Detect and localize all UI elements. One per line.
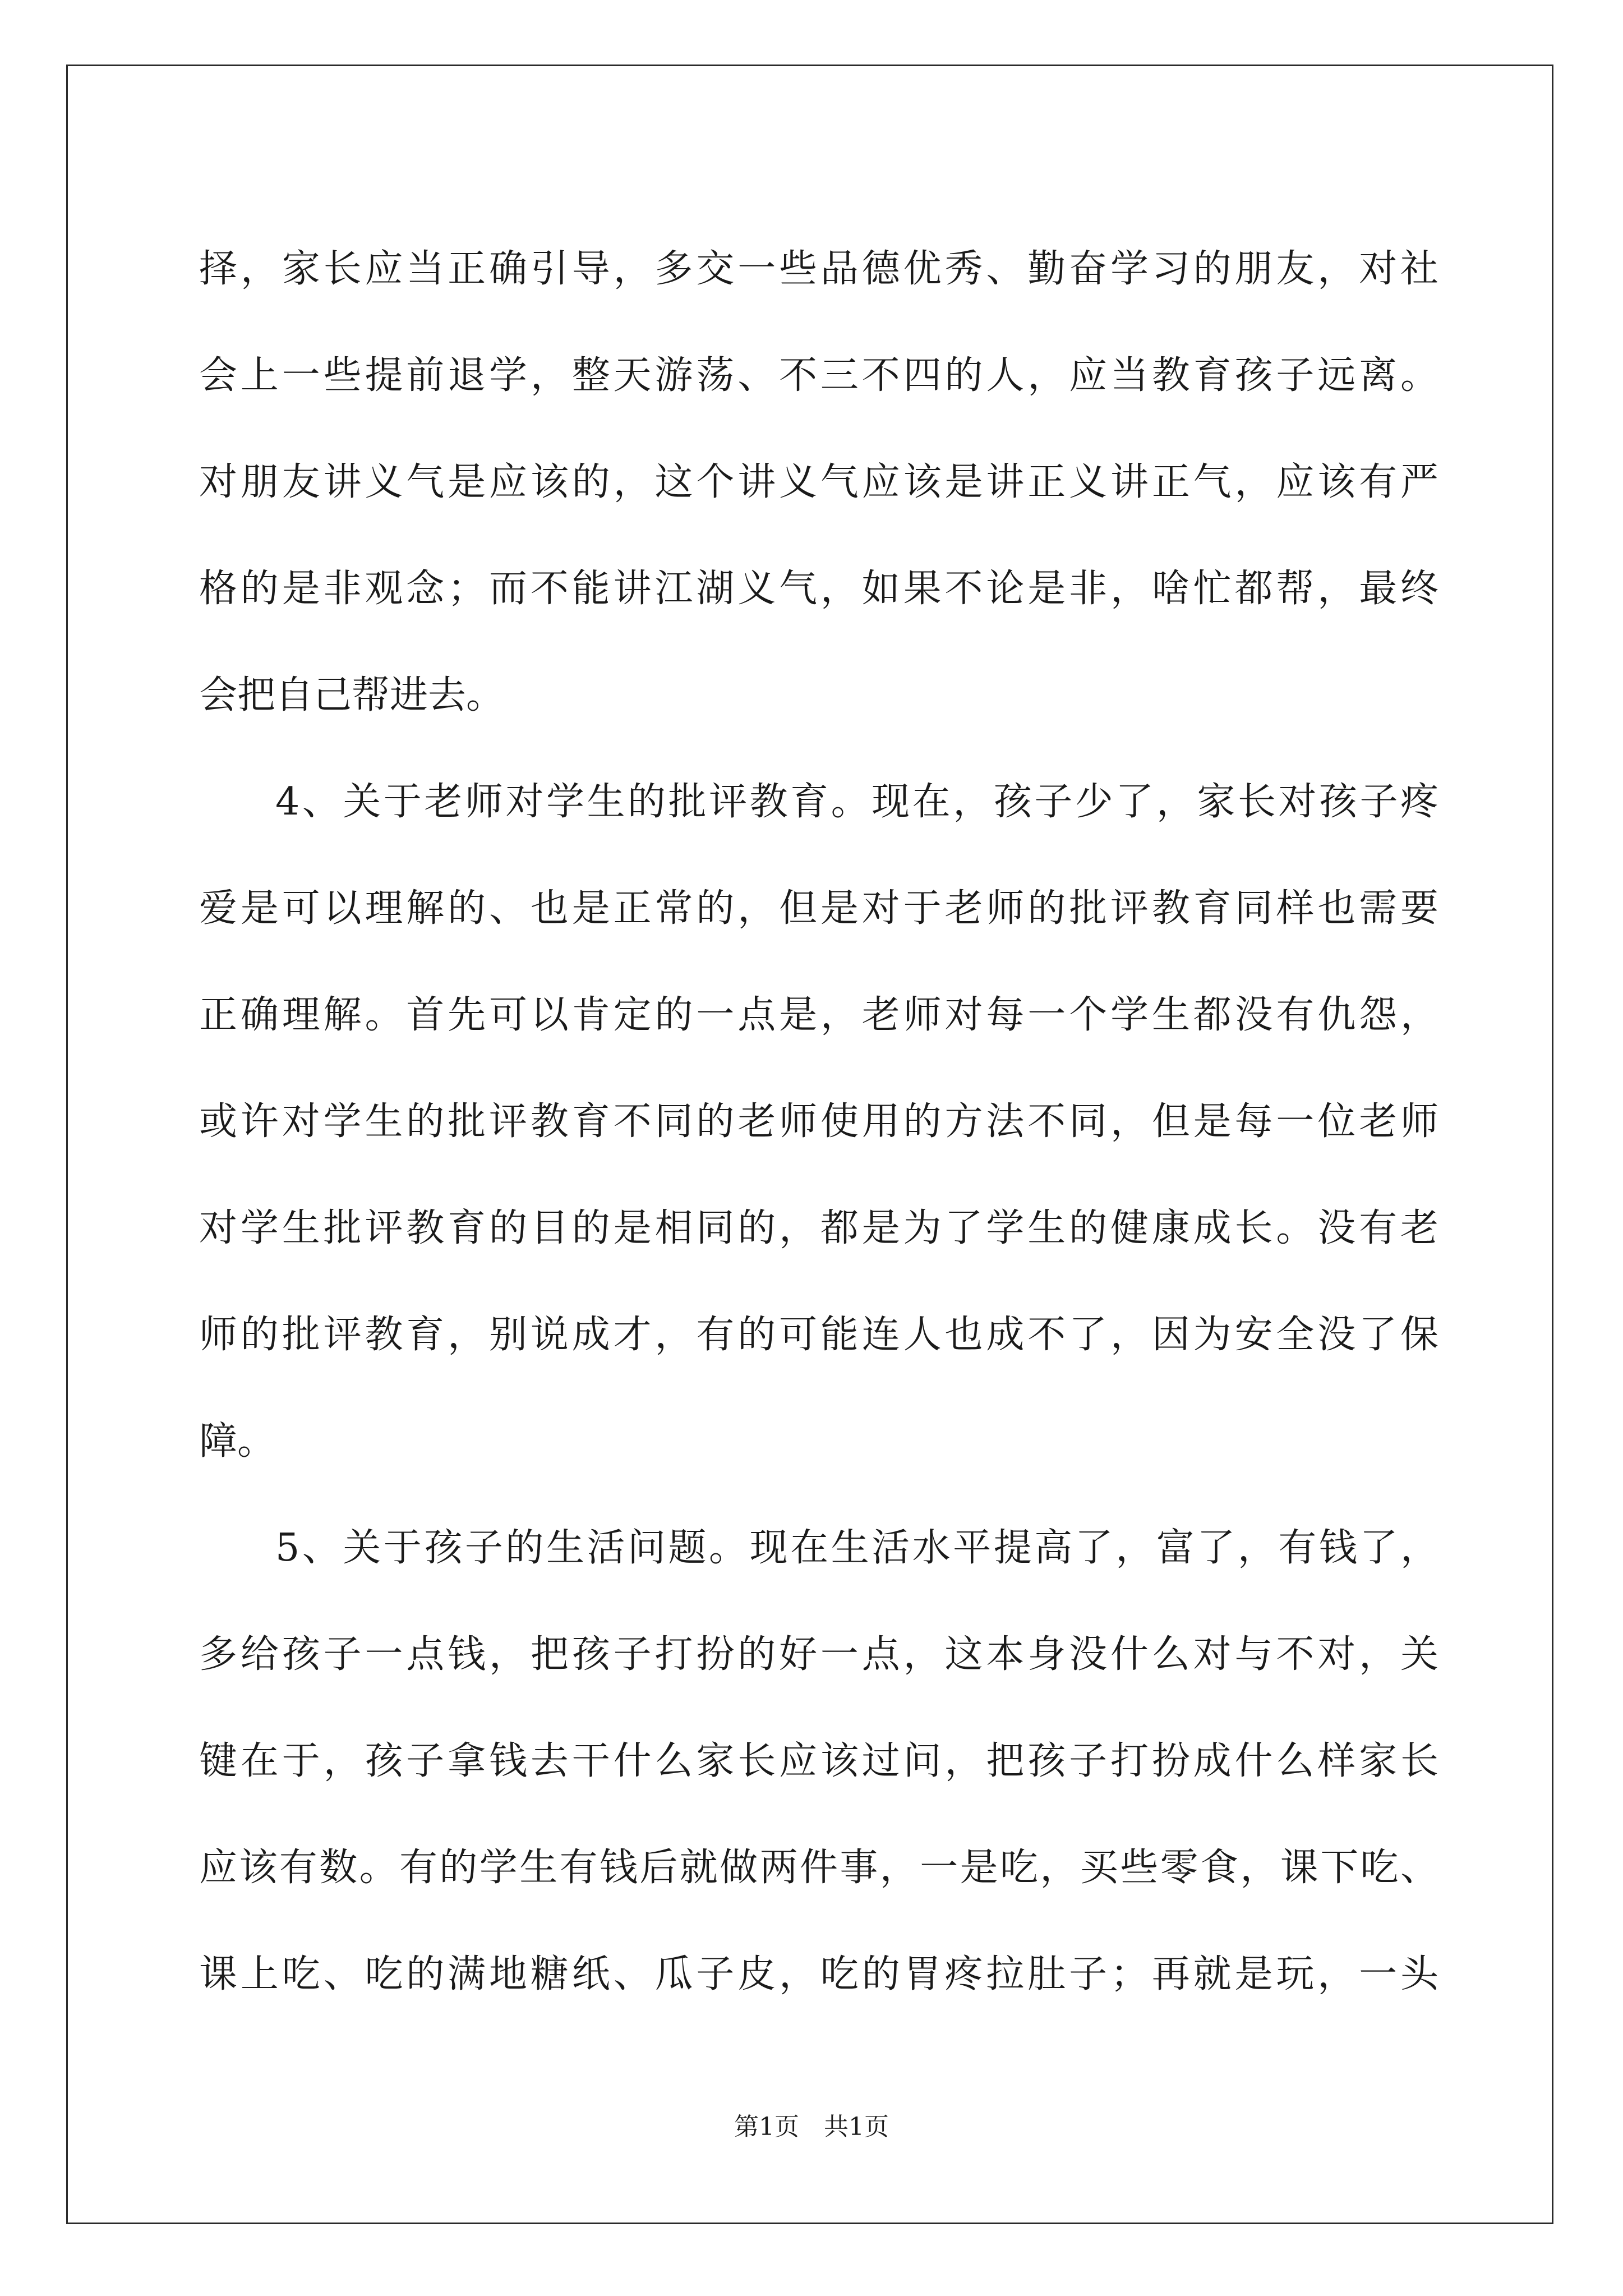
text-line: 对朋友讲义气是应该的，这个讲义气应该是讲正义讲正气，应该有严 (199, 460, 1438, 504)
text-line: 格的是非观念；而不能讲江湖义气，如果不论是非，啥忙都帮，最终 (199, 567, 1438, 611)
text-line: 课上吃、吃的满地糖纸、瓜子皮，吃的胃疼拉肚子；再就是玩，一头 (199, 1952, 1438, 1996)
text-line: 正确理解。首先可以肯定的一点是，老师对每一个学生都没有仇怨， (199, 993, 1438, 1037)
page-total: 共1页 (824, 2113, 889, 2141)
text-line: 会把自己帮进去。 (199, 673, 505, 717)
text-line: 爱是可以理解的、也是正常的，但是对于老师的批评教育同样也需要 (199, 886, 1438, 931)
document-body (199, 216, 1438, 2028)
page-number: 第1页 (734, 2113, 799, 2141)
page-footer (0, 2106, 1623, 2142)
text-line: 键在于，孩子拿钱去干什么家长应该过问，把孩子打扮成什么样家长 (199, 1739, 1438, 1783)
text-line: 多给孩子一点钱，把孩子打扮的好一点，这本身没什么对与不对，关 (199, 1632, 1438, 1677)
text-line: 应该有数。有的学生有钱后就做两件事，一是吃，买些零食，课下吃、 (199, 1846, 1438, 1890)
text-line: 会上一些提前退学，整天游荡、不三不四的人，应当教育孩子远离。 (199, 353, 1438, 398)
text-line: 或许对学生的批评教育不同的老师使用的方法不同，但是每一位老师 (199, 1099, 1438, 1144)
text-line: 4、关于老师对学生的批评教育。现在，孩子少了，家长对孩子疼 (275, 780, 1438, 824)
text-line: 择，家长应当正确引导，多交一些品德优秀、勤奋学习的朋友，对社 (199, 247, 1438, 291)
text-line: 对学生批评教育的目的是相同的，都是为了学生的健康成长。没有老 (199, 1206, 1438, 1250)
text-line: 5、关于孩子的生活问题。现在生活水平提高了，富了，有钱了， (275, 1526, 1438, 1570)
text-line: 障。 (199, 1419, 276, 1464)
text-line: 师的批评教育，别说成才，有的可能连人也成不了，因为安全没了保 (199, 1313, 1438, 1357)
